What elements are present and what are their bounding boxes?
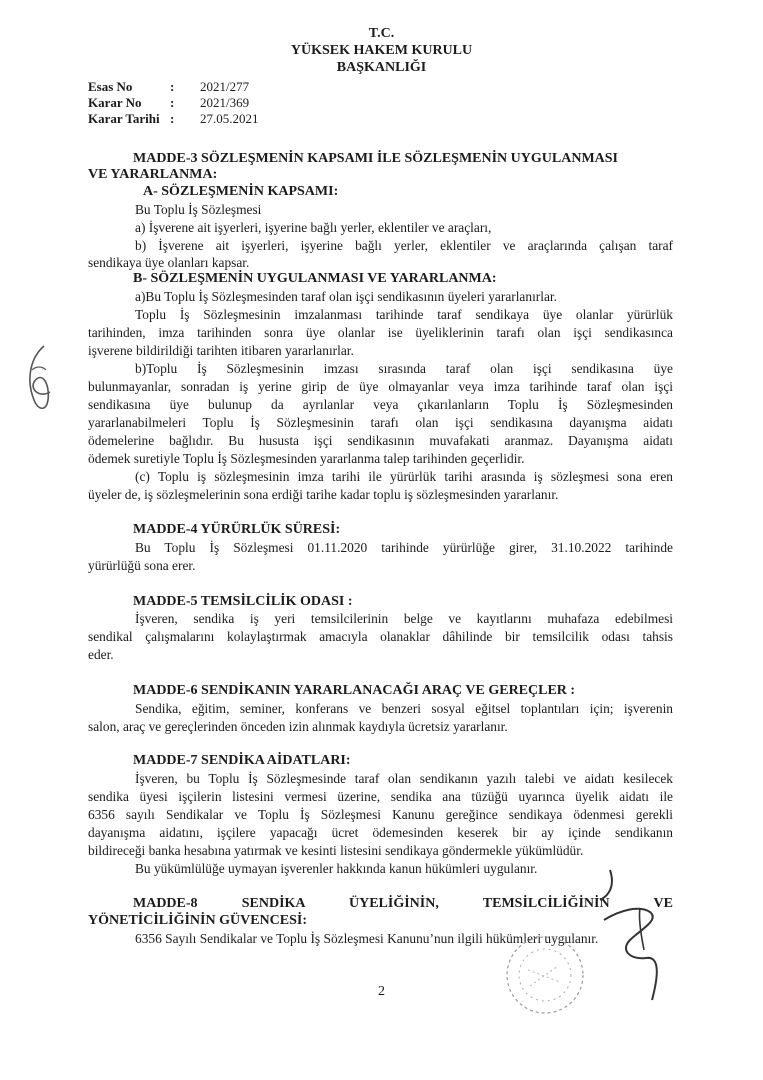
signature bbox=[580, 850, 700, 1010]
stamp bbox=[500, 930, 590, 1020]
madde3-b-line11: (c) Toplu iş sözleşmesinin imza tarihi ile yürürlük tarihi arasında iş sözleşmesi sona eren bbox=[135, 469, 673, 484]
madde8-title-line2: YÖNETİCİLİĞİNİN GÜVENCESİ: bbox=[88, 913, 307, 928]
header-line-tc: T.C. bbox=[368, 26, 395, 41]
madde7-line3: 6356 sayılı Sendikalar ve Toplu İş Sözleşmesi Kanunu gereğince sendikaya ödenmesi gerekli bbox=[88, 807, 673, 822]
madde4-line1: Bu Toplu İş Sözleşmesi 01.11.2020 tarihinde yürürlüğe girer, 31.10.2022 tarihinde bbox=[135, 540, 673, 555]
madde3-b-line3: tarihinden, imza tarihinden sonra üye olanlar ise üyeliklerinin tarafı olan işçi sendikasınca bbox=[88, 325, 673, 340]
madde3-a-line3: b) İşverene ait işyerleri, işyerine bağlı yerler, eklentiler ve araçlarında çalışan taraf bbox=[135, 238, 673, 253]
madde7-line6: Bu yükümlülüğe uymayan işverenler hakkında kanun hükümleri uygulanır. bbox=[135, 861, 538, 876]
meta-separator: : bbox=[170, 111, 175, 126]
meta-label: Karar No bbox=[88, 95, 142, 110]
meta-value: 27.05.2021 bbox=[200, 111, 259, 126]
madde3-section-b-title: B- SÖZLEŞMENİN UYGULANMASI VE YARARLANMA: bbox=[133, 271, 497, 286]
madde5-line1: İşveren, sendika iş yeri temsilcilerinin belge ve kayıtlarını muhafaza edebilmesi bbox=[135, 611, 673, 626]
madde7-line4: dayanışma aidatını, işçilere yapacağı ücret ödemesinden keserek bir ay içinde sendikanın bbox=[88, 825, 673, 840]
meta-separator: : bbox=[170, 95, 175, 110]
madde3-a-line1: Bu Toplu İş Sözleşmesi bbox=[135, 202, 262, 217]
meta-value: 2021/277 bbox=[200, 79, 250, 94]
madde6-title: MADDE-6 SENDİKANIN YARARLANACAĞI ARAÇ VE GEREÇLER : bbox=[133, 683, 576, 698]
meta-label: Karar Tarihi bbox=[88, 111, 160, 126]
madde3-b-line6: bulunmayanlar, sonradan iş yerine girip de üye olmayanlar veya imza tarihinde taraf olan işçi bbox=[88, 379, 673, 394]
madde3-b-line9: ödemelerine bağlıdır. Bu hususta işçi sendikasının muvafakati aranmaz. Dayanışma aidatı bbox=[88, 433, 673, 448]
madde3-title-line1: MADDE-3 SÖZLEŞMENİN KAPSAMI İLE SÖZLEŞMENİN UYGULANMASI bbox=[133, 151, 619, 166]
meta-karar-tarihi bbox=[88, 111, 259, 127]
meta-label: Esas No bbox=[88, 79, 133, 94]
madde5-line2: sendikal çalışmalarını kolaylaştırmak amacıyla olanaklar dâhilinde bir temsilcilik odası tahsis bbox=[88, 629, 673, 644]
meta-karar-no bbox=[88, 95, 249, 111]
madde3-b-line2: Toplu İş Sözleşmesinin imzalanması tarihinde taraf sendikaya üye olanlar yürürlük bbox=[135, 307, 673, 322]
madde6-line1: Sendika, eğitim, seminer, konferans ve benzeri sosyal eğitsel toplantıları için; işverenin bbox=[135, 701, 673, 716]
margin-initial-signature bbox=[20, 340, 60, 420]
madde3-b-line5: b)Toplu İş Sözleşmesinin imzası sırasında taraf olan işçi sendikasına üye bbox=[135, 361, 673, 376]
madde4-line2: yürürlüğü sona erer. bbox=[88, 558, 196, 573]
madde3-title-line2: VE YARARLANMA: bbox=[88, 167, 218, 182]
madde8-line1: 6356 Sayılı Sendikalar ve Toplu İş Sözleşmesi Kanunu’nun ilgili hükümleri uygulanır. bbox=[135, 931, 599, 946]
madde3-section-a-title: A- SÖZLEŞMENİN KAPSAMI: bbox=[143, 184, 339, 199]
page-number: 2 bbox=[378, 984, 385, 999]
madde5-line3: eder. bbox=[88, 647, 114, 662]
madde3-b-line1: a)Bu Toplu İş Sözleşmesinden taraf olan işçi sendikasının üyeleri yararlanırlar. bbox=[135, 289, 557, 304]
meta-value: 2021/369 bbox=[200, 95, 250, 110]
header-line-institution: YÜKSEK HAKEM KURULU bbox=[290, 43, 473, 58]
madde7-line2: sendika üyesi işçilerin listesini vermesi üzerine, sendika ana tüzüğü uyarınca üyelik aidatı ile bbox=[88, 789, 673, 804]
madde7-line1: İşveren, bu Toplu İş Sözleşmesinde taraf olan sendikanın yazılı talebi ve aidatı kesilecek bbox=[135, 771, 673, 786]
madde7-line5: bildireceği banka hesabına yatırmak ve kesinti listesini sendikaya göndermekle yükümlüdür. bbox=[88, 843, 584, 858]
madde5-title: MADDE-5 TEMSİLCİLİK ODASI : bbox=[133, 594, 353, 609]
madde3-b-line4: işverene bildirildiği tarihten itibaren yararlanırlar. bbox=[88, 343, 354, 358]
madde4-title: MADDE-4 YÜRÜRLÜK SÜRESİ: bbox=[133, 522, 341, 537]
madde3-a-line2: a) İşverene ait işyerleri, işyerine bağlı yerler, eklentiler ve araçları, bbox=[135, 220, 492, 235]
meta-esas-no bbox=[88, 79, 249, 95]
madde3-b-line12: üyeler de, iş sözleşmelerinin sona erdiği tarihe kadar toplu iş sözleşmesinden yararlanır. bbox=[88, 487, 559, 502]
madde3-b-line7: sendikasına üye bulunup da ayrılanlar veya çıkarılanların Toplu İş Sözleşmesinden bbox=[88, 397, 673, 412]
madde8-title-line1: MADDE-8 SENDİKA ÜYELİĞİNİN, TEMSİLCİLİĞİNİN VE bbox=[133, 896, 673, 911]
header-line-presidency: BAŞKANLIĞI bbox=[336, 60, 427, 75]
madde7-title: MADDE-7 SENDİKA AİDATLARI: bbox=[133, 753, 351, 768]
madde3-b-line10: ödemek suretiyle Toplu İş Sözleşmesinden yararlanma talep tarihinden geçerlidir. bbox=[88, 451, 525, 466]
madde3-a-line4: sendikaya üye olanları kapsar. bbox=[88, 255, 250, 270]
meta-separator: : bbox=[170, 79, 175, 94]
madde6-line2: salon, araç ve gereçlerinden önceden izin alınmak kaydıyla ücretsiz yararlanır. bbox=[88, 719, 508, 734]
madde3-b-line8: yararlanabilmeleri Toplu İş Sözleşmesinin tarafı olan işçi sendikasına dayanışma aidatı bbox=[88, 415, 673, 430]
